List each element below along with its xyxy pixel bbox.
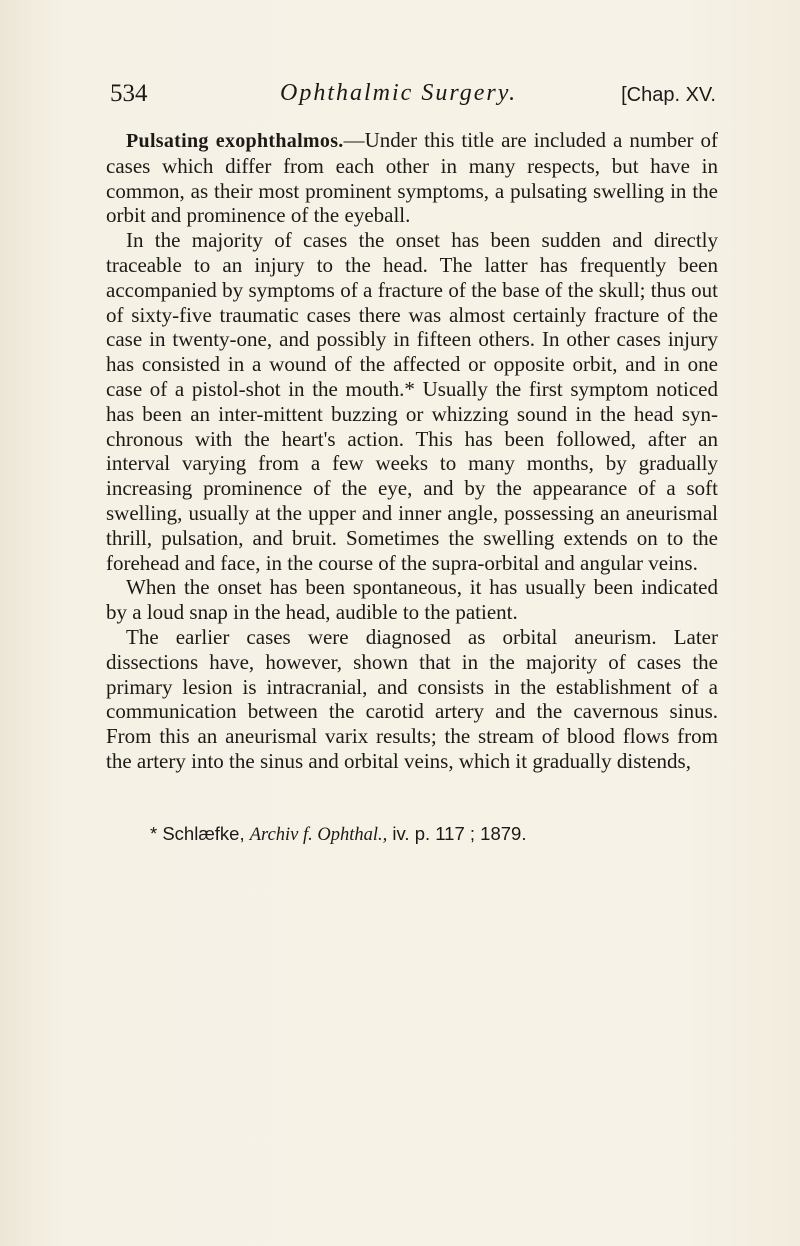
page-header <box>110 80 720 120</box>
footnote-source: Archiv f. Ophthal., <box>249 825 388 845</box>
footnote-citation: iv. p. 117 ; 1879. <box>392 823 527 844</box>
footnote-author: * Schlæfke, <box>150 823 245 844</box>
footnote <box>150 823 710 846</box>
paragraph-1 <box>106 128 718 228</box>
paragraph-3: When the onset has been spontaneous, it has usually been indicated by a loud snap in the head, audible to the patient. <box>106 575 718 625</box>
body-text <box>106 128 718 774</box>
paragraph-1-text: —Under this title are included a number of cases which differ from each other in many respects, but have in common, as their most prominent symptoms, a pulsating swelling in the orbit and prominence of the eyeball. <box>106 128 719 228</box>
paragraph-4: The earlier cases were diagnosed as orbital aneurism. Later dissections have, however, shown that in the majority of cases the primary lesion is intracranial, and consists in the establishment of a communication between the carotid artery and the cavernous sinus. From this an aneurismal varix results; the stream of blood flows from the artery into the sinus and orbital veins, which it gradually distends, <box>106 624 718 773</box>
page-number: 534 <box>110 80 148 107</box>
paragraph-2: In the majority of cases the onset has been sudden and directly traceable to an injury to the head. The latter has frequently been accompanied by symptoms of a fracture of the base of the skull; thus out of sixty-five traumatic cases there was almost certainly fracture of the case in twenty-one, and possibly in fifteen others. In other cases injury has consisted in a wound of the affected or opposite orbit, and in one case of a pistol-shot in the mouth.* Usually the first symptom noticed has been an inter-mittent buzzing or whizzing sound in the head syn-chronous with the heart's action. This has been followed, after an interval varying from a few weeks to many months, by gradually increasing prominence of the eye, and by the appearance of a soft swelling, usually at the upper and inner angle, possessing an aneurismal thrill, pulsation, and bruit. Sometimes the swelling extends on to the forehead and face, in the course of the supra-orbital and angular veins. <box>106 228 718 575</box>
running-title: Ophthalmic Surgery. <box>280 80 518 106</box>
section-heading: Pulsating exophthalmos. <box>126 130 344 152</box>
chapter-label: [Chap. XV. <box>621 84 716 106</box>
